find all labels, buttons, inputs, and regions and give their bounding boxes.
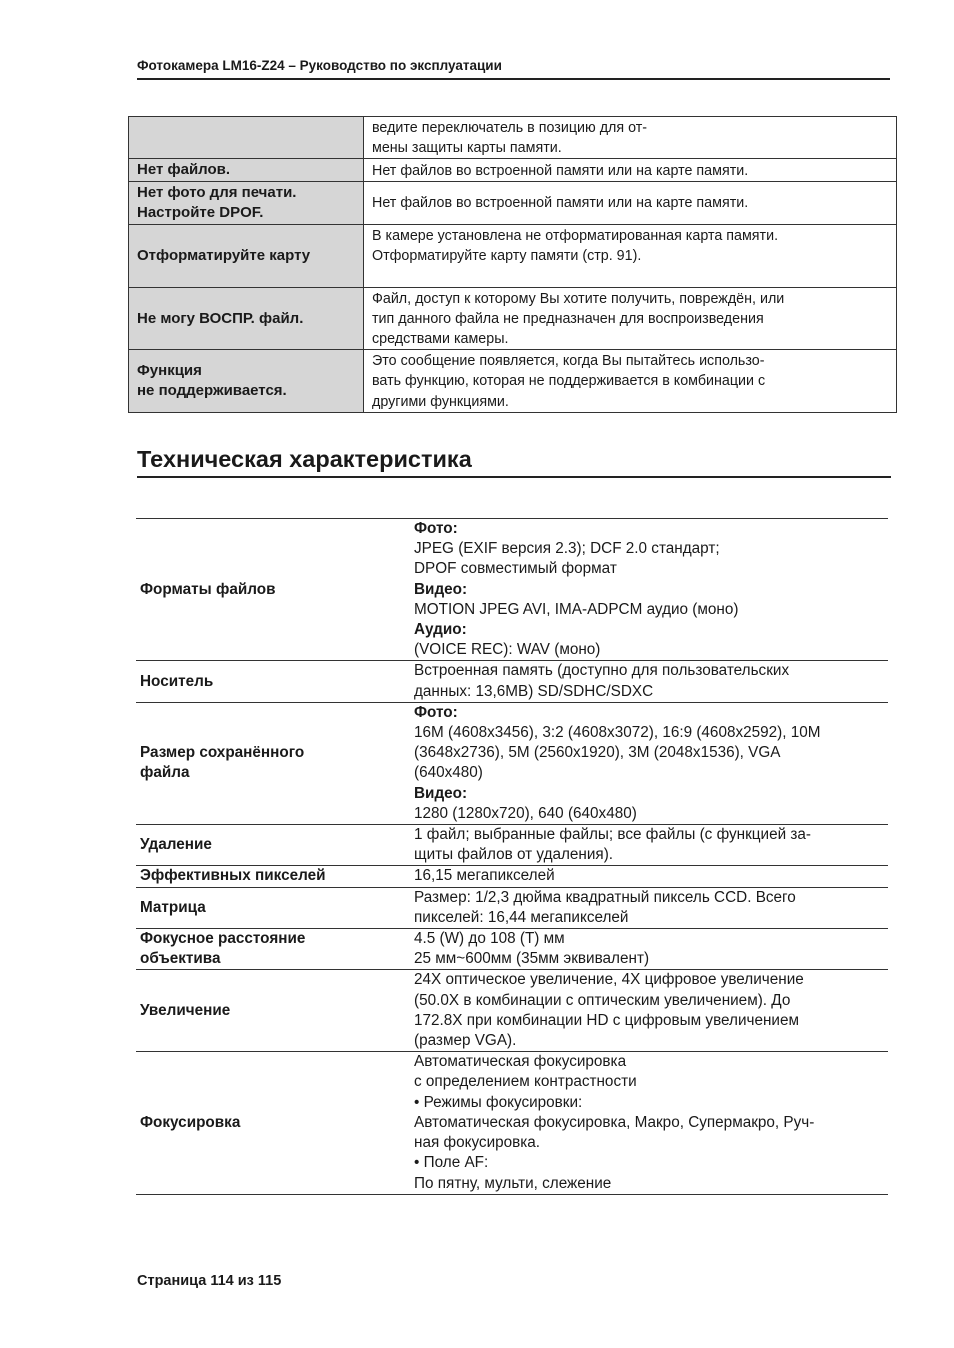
spec-row bbox=[136, 825, 888, 866]
message-description bbox=[364, 117, 897, 159]
message-description-line: мены защиты карты памяти. bbox=[372, 140, 562, 157]
spec-row bbox=[136, 887, 888, 928]
spec-value bbox=[410, 825, 888, 866]
spec-value-line: По пятну, мульти, слежение bbox=[414, 1174, 612, 1192]
spec-name bbox=[136, 866, 410, 887]
message-name-line: Не могу ВОСПР. файл. bbox=[137, 309, 304, 327]
spec-name-line: Носитель bbox=[140, 672, 214, 690]
message-row bbox=[129, 159, 897, 182]
spec-name bbox=[136, 661, 410, 702]
message-description bbox=[364, 181, 897, 224]
spec-row bbox=[136, 702, 888, 824]
message-description-line: тип данного файла не предназначен для воспроизведения bbox=[372, 310, 764, 327]
message-name-line: Настройте DPOF. bbox=[137, 204, 264, 222]
spec-name-line: Матрица bbox=[140, 898, 206, 916]
error-messages-table bbox=[128, 116, 897, 413]
spec-value bbox=[410, 970, 888, 1052]
spec-subheading: Видео: bbox=[414, 784, 468, 802]
spec-row bbox=[136, 866, 888, 887]
message-name-line: Отформатируйте карту bbox=[137, 246, 311, 264]
spec-row bbox=[136, 970, 888, 1052]
spec-name-line: объектива bbox=[140, 950, 221, 968]
spec-name bbox=[136, 970, 410, 1052]
message-description-line: В камере установлена не отформатированная карта памяти. bbox=[372, 227, 779, 244]
message-name bbox=[129, 224, 364, 287]
spec-name-line: Фокусировка bbox=[140, 1113, 241, 1131]
spec-subheading: Аудио: bbox=[414, 621, 467, 639]
spec-value-line: (размер VGA). bbox=[414, 1032, 517, 1050]
page-header: Фотокамера LM16-Z24 – Руководство по эксплуатации bbox=[137, 56, 890, 80]
spec-subheading: Фото: bbox=[414, 703, 458, 721]
spec-value bbox=[410, 929, 888, 970]
spec-value-line: Автоматическая фокусировка bbox=[414, 1053, 627, 1071]
spec-value-line: (640x480) bbox=[414, 764, 483, 782]
message-row bbox=[129, 117, 897, 159]
message-description bbox=[364, 350, 897, 413]
message-description bbox=[364, 159, 897, 182]
spec-name bbox=[136, 929, 410, 970]
message-name bbox=[129, 350, 364, 413]
spec-value-line: пикселей: 16,44 мегапикселей bbox=[414, 908, 629, 926]
message-description-line: ведите переключатель в позицию для от- bbox=[372, 120, 648, 136]
spec-value-line: Автоматическая фокусировка, Макро, Супермакро, Руч- bbox=[414, 1113, 815, 1131]
spec-value-line: 24X оптическое увеличение, 4X цифровое увеличение bbox=[414, 971, 804, 989]
spec-value-line: • Поле AF: bbox=[414, 1154, 489, 1172]
spec-value bbox=[410, 887, 888, 928]
spec-name-line: Увеличение bbox=[140, 1001, 231, 1019]
message-name-line: не поддерживается. bbox=[137, 382, 287, 400]
spec-row bbox=[136, 1052, 888, 1194]
message-description-line: другими функциями. bbox=[372, 393, 509, 410]
spec-name bbox=[136, 825, 410, 866]
message-description bbox=[364, 224, 897, 287]
message-name-line: Функция bbox=[137, 361, 202, 379]
spec-value-line: 25 мм~600мм (35мм эквивалент) bbox=[414, 950, 650, 968]
spec-value-line: Размер: 1/2,3 дюйма квадратный пиксель CCD. Всего bbox=[414, 888, 796, 906]
spec-value bbox=[410, 1052, 888, 1194]
message-name bbox=[129, 181, 364, 224]
spec-value bbox=[410, 702, 888, 824]
spec-value-line: (50.0X в комбинации с оптическим увеличением). До bbox=[414, 991, 791, 1009]
spec-value bbox=[410, 519, 888, 661]
spec-name bbox=[136, 1052, 410, 1194]
spec-row bbox=[136, 661, 888, 702]
spec-value-line: ная фокусировка. bbox=[414, 1134, 541, 1152]
spec-row bbox=[136, 929, 888, 970]
message-description-line: Отформатируйте карту памяти (стр. 91). bbox=[372, 248, 642, 265]
specifications-table bbox=[136, 518, 888, 1195]
page-number: Страница 114 из 115 bbox=[137, 1273, 282, 1289]
spec-value-line: MOTION JPEG AVI, IMA-ADPCM аудио (моно) bbox=[414, 600, 739, 618]
message-name bbox=[129, 287, 364, 350]
spec-value-line: • Режимы фокусировки: bbox=[414, 1093, 583, 1111]
message-description-line: Это сообщение появляется, когда Вы пытайтесь использо- bbox=[372, 353, 765, 370]
spec-value-line: 16,15 мегапикселей bbox=[414, 867, 555, 885]
spec-name bbox=[136, 702, 410, 824]
spec-value-line: DPOF совместимый формат bbox=[414, 560, 617, 578]
message-name bbox=[129, 159, 364, 182]
section-title: Техническая характеристика bbox=[137, 442, 891, 478]
spec-value-line: данных: 13,6MB) SD/SDHC/SDXC bbox=[414, 682, 654, 700]
message-description-line bbox=[372, 266, 888, 286]
message-row bbox=[129, 181, 897, 224]
spec-name-line: файла bbox=[140, 764, 190, 782]
message-description-line: вать функцию, которая не поддерживается в комбинации с bbox=[372, 373, 766, 390]
message-description-line: Файл, доступ к которому Вы хотите получить, повреждён, или bbox=[372, 290, 785, 307]
spec-name-line: Удаление bbox=[140, 836, 212, 854]
spec-name-line: Размер сохранённого bbox=[140, 744, 305, 762]
spec-value bbox=[410, 866, 888, 887]
spec-name-line: Форматы файлов bbox=[140, 580, 276, 598]
message-name-line: Нет фото для печати. bbox=[137, 183, 297, 201]
message-description bbox=[364, 287, 897, 350]
message-row bbox=[129, 224, 897, 287]
spec-value bbox=[410, 661, 888, 702]
spec-subheading: Фото: bbox=[414, 520, 458, 537]
spec-value-line: с определением контрастности bbox=[414, 1073, 637, 1091]
spec-name bbox=[136, 519, 410, 661]
spec-value-line: JPEG (EXIF версия 2.3); DCF 2.0 стандарт; bbox=[414, 540, 720, 558]
spec-value-line: 1 файл; выбранные файлы; все файлы (с функцией за- bbox=[414, 826, 812, 844]
message-description-line: Нет файлов во встроенной памяти или на карте памяти. bbox=[372, 162, 749, 179]
message-name bbox=[129, 117, 364, 159]
spec-value-line: 4.5 (W) до 108 (T) мм bbox=[414, 930, 565, 948]
message-description-line: средствами камеры. bbox=[372, 330, 509, 347]
spec-value-line: (VOICE REC): WAV (моно) bbox=[414, 641, 601, 659]
spec-value-line: 172.8X при комбинации HD с цифровым увеличением bbox=[414, 1011, 799, 1029]
spec-value-line: 16M (4608x3456), 3:2 (4608x3072), 16:9 (4608x2592), 10M bbox=[414, 724, 821, 742]
spec-value-line: (3648x2736), 5M (2560x1920), 3M (2048x1536), VGA bbox=[414, 744, 781, 762]
message-row bbox=[129, 350, 897, 413]
spec-value-line: Встроенная память (доступно для пользовательских bbox=[414, 662, 790, 680]
spec-name-line: Фокусное расстояние bbox=[140, 930, 306, 948]
spec-value-line: 1280 (1280x720), 640 (640x480) bbox=[414, 804, 637, 822]
spec-name bbox=[136, 887, 410, 928]
spec-row bbox=[136, 519, 888, 661]
message-row bbox=[129, 287, 897, 350]
spec-subheading: Видео: bbox=[414, 580, 468, 598]
message-name-line: Нет файлов. bbox=[137, 161, 231, 179]
spec-value-line: щиты файлов от удаления). bbox=[414, 846, 614, 864]
message-description-line: Нет файлов во встроенной памяти или на карте памяти. bbox=[372, 195, 749, 212]
spec-name-line: Эффективных пикселей bbox=[140, 867, 326, 885]
